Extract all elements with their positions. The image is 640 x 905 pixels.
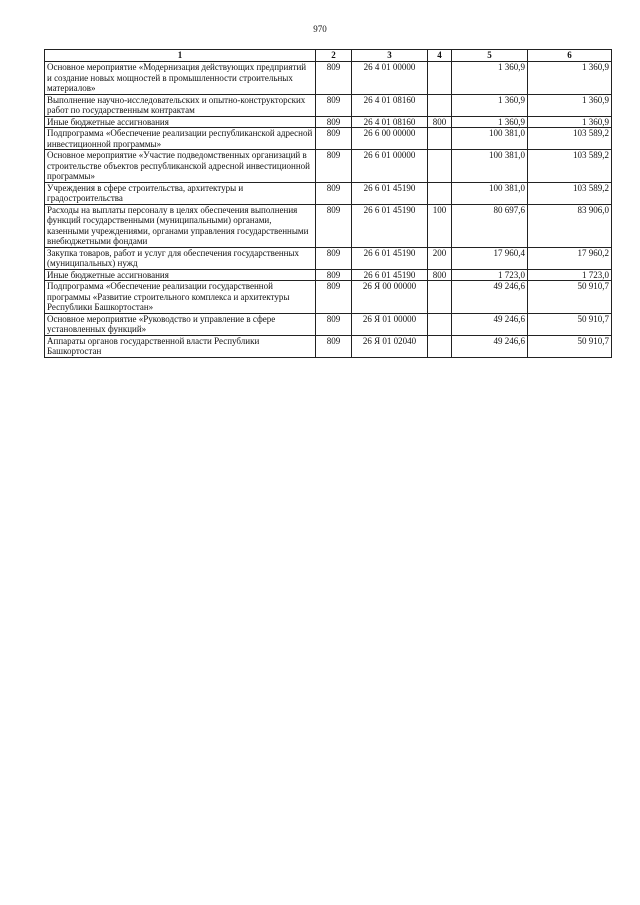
amount-cell-col5: 1 360,9 xyxy=(452,62,528,95)
ministry-code-cell: 809 xyxy=(316,150,352,183)
amount-cell-col6: 1 360,9 xyxy=(528,94,612,116)
table-row xyxy=(45,150,612,183)
expense-type-cell xyxy=(428,150,452,183)
amount-cell-col5: 100 381,0 xyxy=(452,150,528,183)
expense-type-cell xyxy=(428,313,452,335)
expense-type-cell: 200 xyxy=(428,247,452,269)
expense-name-cell: Иные бюджетные ассигнования xyxy=(45,116,316,128)
table-row xyxy=(45,62,612,95)
expense-name-cell: Аппараты органов государственной власти Республики Башкортостан xyxy=(45,335,316,357)
amount-cell-col5: 49 246,6 xyxy=(452,281,528,314)
column-header: 5 xyxy=(452,50,528,62)
expense-name-cell: Основное мероприятие «Модернизация действующих предприятий и создание новых мощностей в промышленности строительных материалов» xyxy=(45,62,316,95)
ministry-code-cell: 809 xyxy=(316,182,352,204)
target-article-cell: 26 Я 00 00000 xyxy=(352,281,428,314)
table-row xyxy=(45,281,612,314)
table-row xyxy=(45,182,612,204)
column-header: 3 xyxy=(352,50,428,62)
amount-cell-col5: 1 723,0 xyxy=(452,269,528,281)
table-row xyxy=(45,269,612,281)
target-article-cell: 26 6 01 45190 xyxy=(352,182,428,204)
expense-name-cell: Выполнение научно-исследовательских и опытно-конструкторских работ по государственным контрактам xyxy=(45,94,316,116)
amount-cell-col6: 1 360,9 xyxy=(528,116,612,128)
target-article-cell: 26 4 01 08160 xyxy=(352,116,428,128)
amount-cell-col5: 1 360,9 xyxy=(452,94,528,116)
expense-type-cell xyxy=(428,335,452,357)
table-row xyxy=(45,313,612,335)
amount-cell-col6: 1 723,0 xyxy=(528,269,612,281)
amount-cell-col5: 80 697,6 xyxy=(452,204,528,247)
target-article-cell: 26 6 00 00000 xyxy=(352,128,428,150)
ministry-code-cell: 809 xyxy=(316,313,352,335)
table-row xyxy=(45,94,612,116)
expense-type-cell xyxy=(428,94,452,116)
amount-cell-col5: 1 360,9 xyxy=(452,116,528,128)
amount-cell-col6: 103 589,2 xyxy=(528,128,612,150)
amount-cell-col5: 49 246,6 xyxy=(452,313,528,335)
target-article-cell: 26 6 01 45190 xyxy=(352,204,428,247)
target-article-cell: 26 4 01 00000 xyxy=(352,62,428,95)
ministry-code-cell: 809 xyxy=(316,281,352,314)
expense-name-cell: Основное мероприятие «Руководство и управление в сфере установленных функций» xyxy=(45,313,316,335)
expense-type-cell: 100 xyxy=(428,204,452,247)
target-article-cell: 26 6 01 45190 xyxy=(352,269,428,281)
amount-cell-col5: 17 960,4 xyxy=(452,247,528,269)
expense-type-cell xyxy=(428,62,452,95)
amount-cell-col6: 17 960,2 xyxy=(528,247,612,269)
table-row xyxy=(45,116,612,128)
expense-name-cell: Иные бюджетные ассигнования xyxy=(45,269,316,281)
ministry-code-cell: 809 xyxy=(316,247,352,269)
amount-cell-col6: 83 906,0 xyxy=(528,204,612,247)
ministry-code-cell: 809 xyxy=(316,94,352,116)
ministry-code-cell: 809 xyxy=(316,335,352,357)
amount-cell-col6: 50 910,7 xyxy=(528,281,612,314)
column-header: 6 xyxy=(528,50,612,62)
table-row xyxy=(45,204,612,247)
ministry-code-cell: 809 xyxy=(316,62,352,95)
amount-cell-col5: 100 381,0 xyxy=(452,128,528,150)
expense-name-cell: Основное мероприятие «Участие подведомственных организаций в строительстве объектов республиканской адресной инвестиционной программы» xyxy=(45,150,316,183)
amount-cell-col5: 100 381,0 xyxy=(452,182,528,204)
expense-type-cell xyxy=(428,281,452,314)
target-article-cell: 26 6 01 45190 xyxy=(352,247,428,269)
amount-cell-col6: 50 910,7 xyxy=(528,313,612,335)
expense-name-cell: Подпрограмма «Обеспечение реализации республиканской адресной инвестиционной программы» xyxy=(45,128,316,150)
ministry-code-cell: 809 xyxy=(316,116,352,128)
target-article-cell: 26 6 01 00000 xyxy=(352,150,428,183)
amount-cell-col5: 49 246,6 xyxy=(452,335,528,357)
budget-table xyxy=(44,49,612,358)
amount-cell-col6: 103 589,2 xyxy=(528,150,612,183)
target-article-cell: 26 Я 01 02040 xyxy=(352,335,428,357)
table-row xyxy=(45,128,612,150)
expense-name-cell: Закупка товаров, работ и услуг для обеспечения государственных (муниципальных) нужд xyxy=(45,247,316,269)
table-header-row xyxy=(45,50,612,62)
target-article-cell: 26 4 01 08160 xyxy=(352,94,428,116)
expense-type-cell xyxy=(428,128,452,150)
expense-name-cell: Учреждения в сфере строительства, архитектуры и градостроительства xyxy=(45,182,316,204)
expense-name-cell: Подпрограмма «Обеспечение реализации государственной программы «Развитие строительного комплекса и архитектуры Республики Башкортостан» xyxy=(45,281,316,314)
expense-type-cell xyxy=(428,182,452,204)
target-article-cell: 26 Я 01 00000 xyxy=(352,313,428,335)
expense-type-cell: 800 xyxy=(428,269,452,281)
ministry-code-cell: 809 xyxy=(316,128,352,150)
column-header: 1 xyxy=(45,50,316,62)
column-header: 2 xyxy=(316,50,352,62)
expense-name-cell: Расходы на выплаты персоналу в целях обеспечения выполнения функций государственными (муниципальными) органами, казенными учреждениями, органами управления государственными внебюджетными фондами xyxy=(45,204,316,247)
table-row xyxy=(45,247,612,269)
page-number: 970 xyxy=(313,24,327,34)
amount-cell-col6: 1 360,9 xyxy=(528,62,612,95)
amount-cell-col6: 103 589,2 xyxy=(528,182,612,204)
table-row xyxy=(45,335,612,357)
column-header: 4 xyxy=(428,50,452,62)
ministry-code-cell: 809 xyxy=(316,269,352,281)
expense-type-cell: 800 xyxy=(428,116,452,128)
amount-cell-col6: 50 910,7 xyxy=(528,335,612,357)
ministry-code-cell: 809 xyxy=(316,204,352,247)
